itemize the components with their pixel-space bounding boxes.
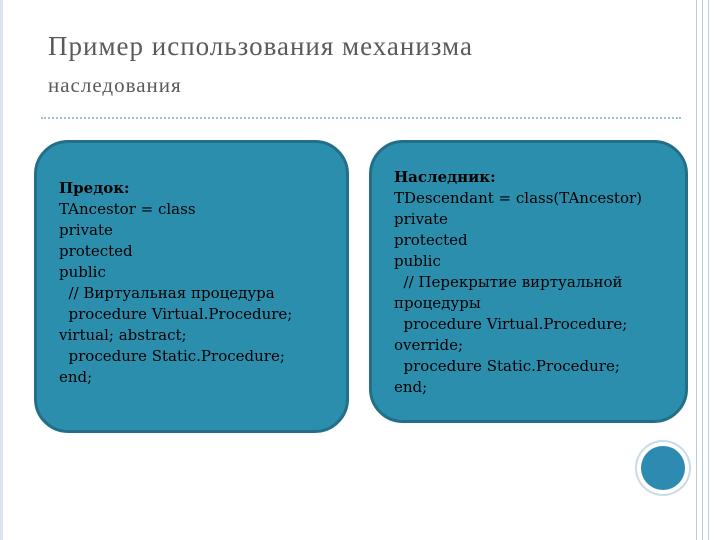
ancestor-code-line: procedure Static.Procedure;: [59, 347, 285, 365]
descendant-code-line: процедуры: [394, 294, 481, 312]
ancestor-code-line: public: [59, 263, 106, 281]
right-decor-rail: [696, 0, 710, 540]
decorative-circle: [641, 446, 685, 490]
ancestor-code-box: [34, 140, 349, 433]
descendant-code-line: TDescendant = class(TAncestor): [394, 189, 643, 207]
slide-title: [48, 22, 648, 100]
descendant-code-line: protected: [394, 231, 468, 249]
descendant-code-line: public: [394, 252, 441, 270]
ancestor-code-line: procedure Virtual.Procedure;: [59, 305, 293, 323]
descendant-code-line: // Перекрытие виртуальной: [394, 273, 623, 291]
slide-title-line1: Пример использования механизма: [48, 31, 473, 61]
descendant-code-line: private: [394, 210, 448, 228]
descendant-code-line: procedure Virtual.Procedure;: [394, 315, 628, 333]
slide-title-line2: наследования: [48, 73, 182, 97]
descendant-code-line: override;: [394, 336, 464, 354]
descendant-code-line: procedure Static.Procedure;: [394, 357, 620, 375]
ancestor-code-line: end;: [59, 368, 93, 386]
ancestor-code-line: protected: [59, 242, 133, 260]
title-divider: [41, 117, 681, 119]
ancestor-code-line: TAncestor = class: [59, 200, 196, 218]
ancestor-code-line: // Виртуальная процедура: [59, 284, 275, 302]
ancestor-heading: Предок:: [59, 179, 130, 197]
left-decor-rail: [0, 0, 3, 540]
ancestor-code-line: private: [59, 221, 113, 239]
ancestor-code-line: virtual; abstract;: [59, 326, 187, 344]
descendant-code-line: end;: [394, 378, 428, 396]
descendant-code-box: [369, 140, 688, 423]
descendant-heading: Наследник:: [394, 168, 496, 186]
